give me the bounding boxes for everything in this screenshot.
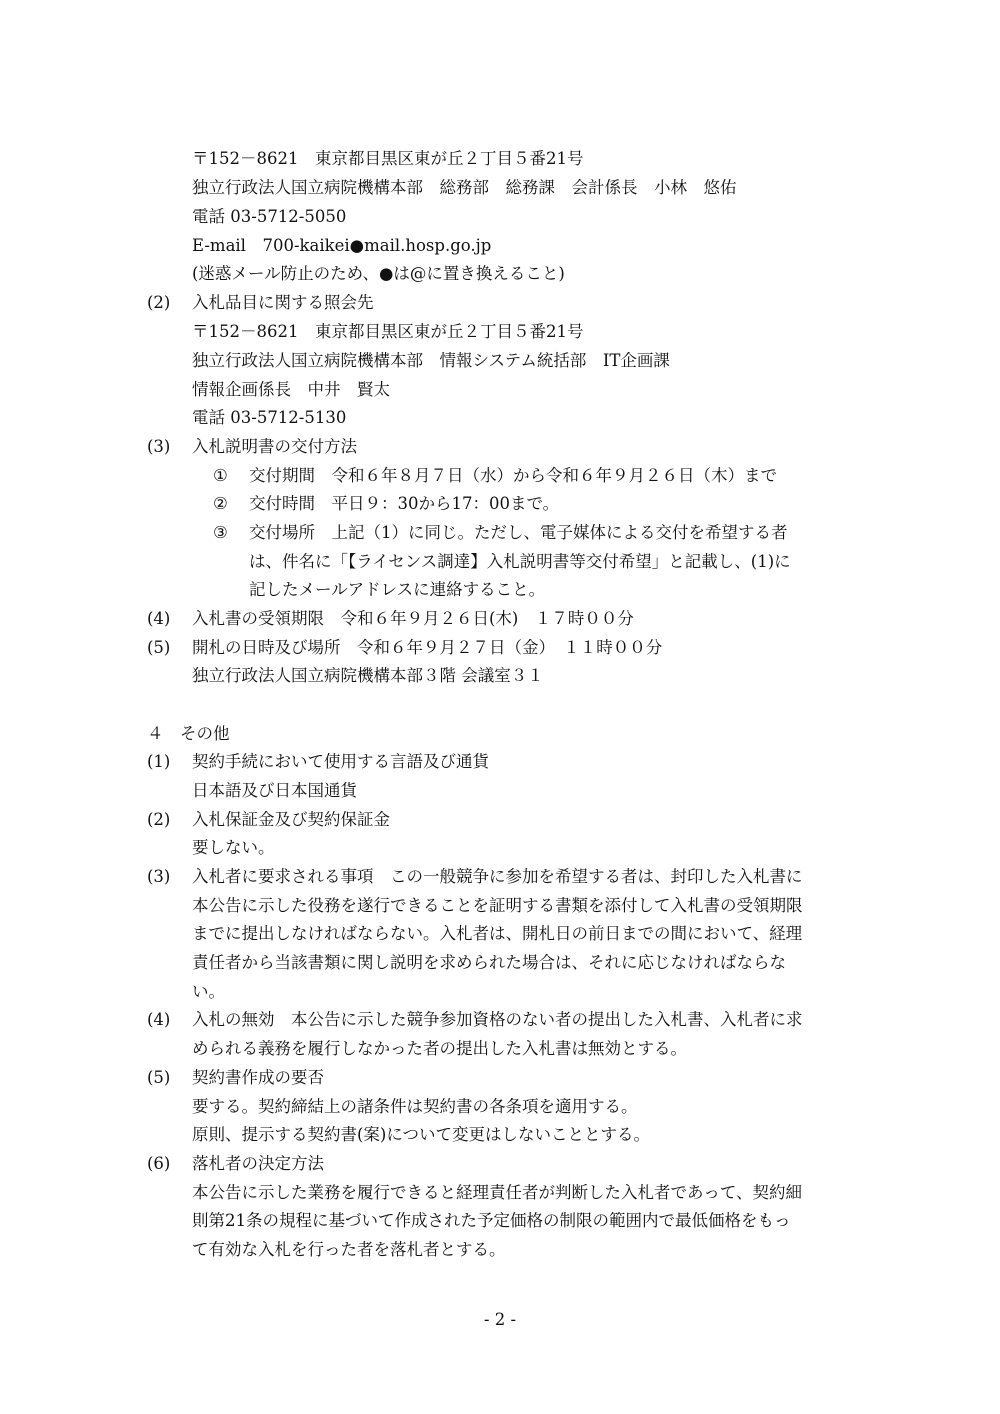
- item-number: (5): [147, 638, 171, 657]
- item-text: 契約手続において使用する言語及び通貨: [192, 752, 489, 771]
- item-number: (5): [147, 1068, 171, 1087]
- contact-email: E-mail 700-kaikei●mail.hosp.go.jp: [192, 236, 492, 255]
- item-text: 日本語及び日本国通貨: [192, 781, 357, 800]
- sub-number: ①: [213, 466, 228, 485]
- item-number: (4): [147, 609, 171, 628]
- item-number: (1): [147, 752, 171, 771]
- sub-text: 交付時間 平日９：30から17：00まで。: [249, 494, 560, 513]
- item-text: 要する。契約締結上の諸条件は契約書の各条項を適用する。: [192, 1097, 638, 1116]
- item-text: 本公告に示した役務を遂行できることを証明する書類を添付して入札書の受領期限: [192, 896, 803, 915]
- item-text: い。: [192, 982, 225, 1001]
- item-text: 落札者の決定方法: [192, 1154, 324, 1173]
- sub-text: 交付期間 令和６年８月７日（水）から令和６年９月２６日（木）まで: [249, 466, 777, 485]
- item-text: 入札書の受領期限 令和６年９月２６日(木) １７時００分: [192, 609, 634, 628]
- item-number: (2): [147, 293, 171, 312]
- sub-text: 交付場所 上記（1）に同じ。ただし、電子媒体による交付を希望する者: [249, 523, 788, 542]
- item-title: 入札品目に関する照会先: [192, 293, 374, 312]
- item-text: 入札の無効 本公告に示した競争参加資格のない者の提出した入札書、入札者に求: [192, 1010, 803, 1029]
- item-text: 原則、提示する契約書(案)について変更はしないこととする。: [192, 1125, 651, 1144]
- item-text: 入札者に要求される事項 この一般競争に参加を希望する者は、封印した入札書に: [192, 867, 803, 886]
- item-number: (3): [147, 437, 171, 456]
- item-number: (3): [147, 867, 171, 886]
- sub-number: ②: [213, 494, 228, 513]
- item-number: (2): [147, 810, 171, 829]
- item-text: 契約書作成の要否: [192, 1068, 324, 1087]
- contact-org: 独立行政法人国立病院機構本部 総務部 総務課 会計係長 小林 悠佑: [192, 178, 737, 197]
- contact-note: (迷惑メール防止のため、●は@に置き換えること): [192, 264, 565, 283]
- section-heading: ４ その他: [147, 724, 230, 743]
- item-text: 則第21条の規程に基づいて作成された予定価格の制限の範囲内で最低価格をもっ: [192, 1211, 791, 1230]
- inquiry-postal: 〒152－8621 東京都目黒区東が丘２丁目５番21号: [192, 322, 584, 341]
- page-number: - 2 -: [483, 1310, 517, 1329]
- contact-postal: 〒152－8621 東京都目黒区東が丘２丁目５番21号: [192, 149, 584, 168]
- item-title: 入札説明書の交付方法: [192, 437, 357, 456]
- inquiry-person: 情報企画係長 中井 賢太: [192, 380, 390, 399]
- contact-phone: 電話 03-5712-5050: [192, 207, 347, 226]
- item-text: て有効な入札を行った者を落札者とする。: [192, 1240, 506, 1259]
- item-text: められる義務を履行しなかった者の提出した入札書は無効とする。: [192, 1039, 687, 1058]
- item-text: 本公告に示した業務を履行できると経理責任者が判断した入札者であって、契約細: [192, 1183, 803, 1202]
- item-text: 開札の日時及び場所 令和６年９月２７日（金） １１時００分: [192, 638, 663, 657]
- item-text: 入札保証金及び契約保証金: [192, 810, 390, 829]
- sub-text: 記したメールアドレスに連絡すること。: [249, 580, 546, 599]
- sub-number: ③: [213, 523, 228, 542]
- item-text: 要しない。: [192, 838, 275, 857]
- item-text: 独立行政法人国立病院機構本部３階 会議室３１: [192, 666, 544, 685]
- item-number: (6): [147, 1154, 171, 1173]
- sub-text: は、件名に「【ライセンス調達】入札説明書等交付希望」と記載し、(1)に: [249, 552, 791, 571]
- item-text: 責任者から当該書類に関し説明を求められた場合は、それに応じなければならな: [192, 953, 786, 972]
- item-number: (4): [147, 1010, 171, 1029]
- inquiry-phone: 電話 03-5712-5130: [192, 408, 347, 427]
- inquiry-org: 独立行政法人国立病院機構本部 情報システム統括部 IT企画課: [192, 351, 670, 370]
- item-text: までに提出しなければならない。入札者は、開札日の前日までの間において、経理: [192, 924, 803, 943]
